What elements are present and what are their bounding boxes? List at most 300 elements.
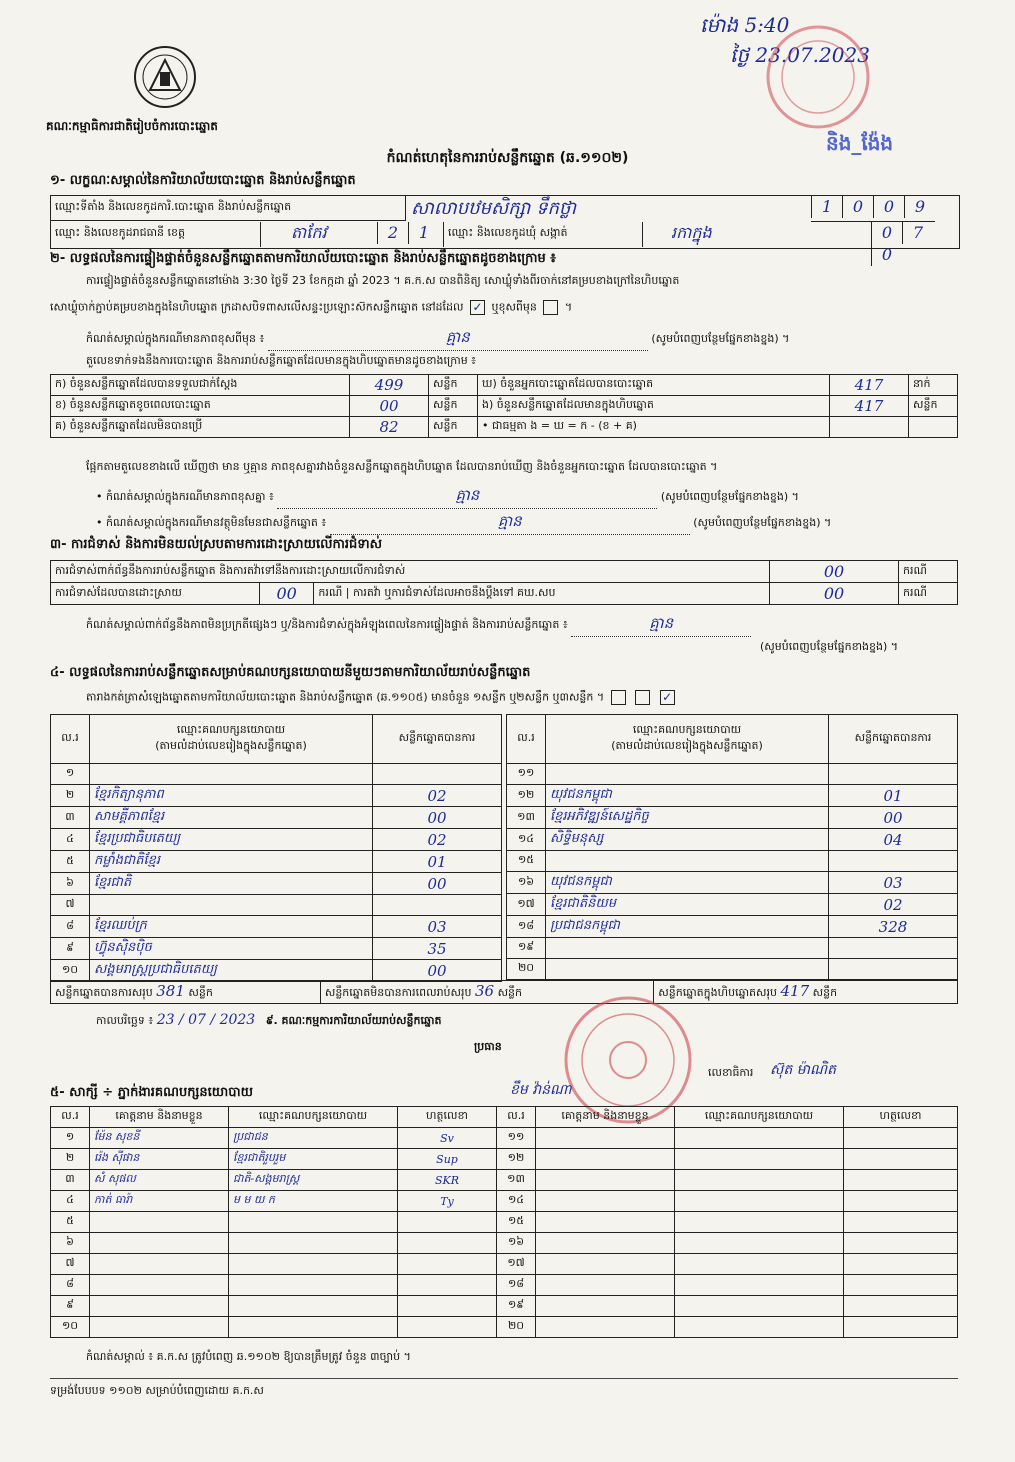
party-result-row bbox=[51, 764, 502, 785]
party-name: សង្គមរាស្ត្រប្រជាធិបតេយ្យ bbox=[90, 960, 373, 982]
witness-signature bbox=[844, 1275, 958, 1296]
s2-figure-row bbox=[51, 417, 958, 438]
party-votes: 02 bbox=[373, 785, 502, 807]
commission-name: គណៈកម្មាធិការជាតិរៀបចំការបោះឆ្នោត bbox=[46, 119, 218, 133]
witness-name: សំ សុផល bbox=[90, 1170, 229, 1191]
witness-party bbox=[675, 1233, 844, 1254]
s4-right-table bbox=[506, 714, 958, 980]
party-name: ប្រជាជនកម្ពុជា bbox=[546, 916, 829, 938]
witness-party bbox=[229, 1233, 398, 1254]
s3-row2-label2-text: ការតវ៉ា ឬការជំទាស់ដែលអាចនឹងប្ដឹងទៅ គឃ.សប bbox=[352, 585, 556, 599]
digit: 7 bbox=[902, 222, 933, 244]
witness-row bbox=[51, 1233, 958, 1254]
s2-left-label: ខ) ចំនួនសន្លឹកឆ្នោតខូចពេលបោះឆ្នោត bbox=[51, 396, 350, 417]
witness-no: ១៧ bbox=[497, 1254, 536, 1275]
s1-row2-value: តាកែវ bbox=[291, 223, 327, 242]
party-votes: 00 bbox=[373, 807, 502, 829]
witness-party bbox=[675, 1212, 844, 1233]
s2-left-value: 00 bbox=[350, 396, 429, 417]
party-votes bbox=[373, 764, 502, 785]
witness-signature bbox=[398, 1233, 497, 1254]
s2-right-label: • ជាធម្មតា ង = ឃ = ក - (ខ + គ) bbox=[478, 417, 830, 438]
witness-party: ជាតិ-សង្គមរាស្ត្រ bbox=[229, 1170, 398, 1191]
s2-figure-row bbox=[51, 375, 958, 396]
party-votes bbox=[829, 938, 958, 959]
s3-note-value: គ្មាន bbox=[571, 614, 751, 637]
party-votes: 00 bbox=[829, 807, 958, 829]
s4-col-party-title: ឈ្មោះគណបក្សនយោបាយ bbox=[176, 723, 286, 736]
party-name: ខ្មែរជាតិនិយម bbox=[546, 894, 829, 916]
party-votes bbox=[373, 895, 502, 916]
s2-left-value: 82 bbox=[350, 417, 429, 438]
witness-no: ២០ bbox=[497, 1317, 536, 1338]
witness-signature: Sv bbox=[398, 1128, 497, 1149]
official-stamp-top-icon bbox=[758, 22, 878, 132]
party-result-row bbox=[51, 938, 502, 960]
party-name: ហ៊្វុនស៊ិនប៉ិច bbox=[90, 938, 373, 960]
party-result-row bbox=[507, 764, 958, 785]
s2-left-label: ក) ចំនួនសន្លឹកឆ្នោតដែលបានទទួលជាក់ស្ដែង bbox=[51, 375, 350, 396]
s2-bullet2 bbox=[96, 512, 831, 535]
party-name bbox=[546, 764, 829, 785]
witness-name bbox=[90, 1275, 229, 1296]
s4-sum-box-value: 417 bbox=[780, 982, 810, 1000]
party-no: ៤ bbox=[51, 829, 90, 851]
witness-name bbox=[536, 1233, 675, 1254]
party-name: ខ្មែរប្រជាធិបតេយ្យ bbox=[90, 829, 373, 851]
president-name: ខឹម វ៉ាន់ណា bbox=[510, 1082, 572, 1098]
s4-left-table bbox=[50, 714, 502, 982]
two-sheet-checkbox[interactable] bbox=[635, 690, 650, 705]
witness-name bbox=[90, 1212, 229, 1233]
s4-intro bbox=[86, 690, 678, 707]
witness-signature bbox=[844, 1254, 958, 1275]
witness-signature bbox=[398, 1317, 497, 1338]
party-votes: 328 bbox=[829, 916, 958, 938]
s2-right-label: ង) ចំនួនសន្លឹកឆ្នោតដែលមានក្នុងហិបឆ្នោត bbox=[478, 396, 830, 417]
witness-name bbox=[536, 1212, 675, 1233]
section3-heading: ៣- ការជំទាស់ និងការមិនយល់ស្របតាមការដោះស្រាយលើការជំទាស់ bbox=[50, 537, 382, 552]
witness-no: ១៥ bbox=[497, 1212, 536, 1233]
s2-para3: តួលេខទាក់ទងនឹងការបោះឆ្នោត និងការរាប់សន្លឹកឆ្នោតដែលមានក្នុងហិបឆ្នោតមានដូចខាងក្រោម ៖ bbox=[86, 354, 477, 367]
s2-right-label: ឃ) ចំនួនអ្នកបោះឆ្នោតដែលបានបោះឆ្នោត bbox=[478, 375, 830, 396]
witness-name: កាត់ ធារ៉ា bbox=[90, 1191, 229, 1212]
s2-para4-text: ផ្អែកតាមតួលេខខាងលើ ឃើញថា មាន ឬគ្មាន ភាពខុសគ្នារវាងចំនួនសន្លឹកឆ្នោតក្នុងហិបឆ្នោត ដែលបានរាប់ឃើញ និងចំនួនអ្នកបោះឆ្នោត ដែលបានបោះឆ្នោត ។ bbox=[86, 460, 718, 473]
witness-party bbox=[675, 1254, 844, 1275]
party-votes: 00 bbox=[373, 960, 502, 982]
three-sheet-checkbox[interactable]: ✓ bbox=[660, 690, 675, 705]
s2-bullet1-hint: (សូមបំពេញបន្ថែមផ្នែកខាងខ្នង) ។ bbox=[660, 490, 799, 503]
s1-row2-label2: ឈ្មោះ និងលេខកូដឃុំ សង្កាត់ bbox=[443, 222, 643, 247]
s4-date bbox=[96, 1012, 441, 1030]
section5-heading: ៥- សាក្សី ÷ ភ្នាក់ងារគណបក្សនយោបាយ bbox=[50, 1085, 253, 1100]
s4-col-party bbox=[90, 715, 373, 764]
witness-name bbox=[90, 1317, 229, 1338]
party-no: ១៥ bbox=[507, 851, 546, 872]
party-votes: 00 bbox=[373, 873, 502, 895]
party-votes bbox=[829, 959, 958, 980]
party-no: ១៦ bbox=[507, 872, 546, 894]
witness-name bbox=[90, 1233, 229, 1254]
digit: 0 bbox=[842, 196, 873, 218]
party-no: ១០ bbox=[51, 960, 90, 982]
witness-no: ៨ bbox=[51, 1275, 90, 1296]
s2-left-label: គ) ចំនួនសន្លឹកឆ្នោតដែលមិនបានប្រើ bbox=[51, 417, 350, 438]
s4-sum-valid bbox=[51, 981, 321, 1004]
s1-row2-value2: រកាក្នុង bbox=[671, 223, 712, 242]
witness-signature bbox=[844, 1233, 958, 1254]
s4-unit: សន្លឹក bbox=[497, 986, 523, 999]
s4-sum-valid-label: សន្លឹកឆ្នោតបានការសរុប bbox=[55, 986, 153, 999]
party-result-row bbox=[51, 873, 502, 895]
party-result-row bbox=[51, 785, 502, 807]
party-result-row bbox=[507, 959, 958, 980]
party-result-row bbox=[507, 872, 958, 894]
s2-figure-row bbox=[51, 396, 958, 417]
s1-row1-digits bbox=[811, 196, 935, 222]
witness-party bbox=[229, 1254, 398, 1275]
party-name bbox=[90, 764, 373, 785]
s2-para4 bbox=[86, 460, 956, 476]
footer-divider bbox=[50, 1378, 958, 1379]
s5-col-no: ល.រ bbox=[497, 1107, 536, 1128]
party-name: ខ្មែរជាតិ bbox=[90, 873, 373, 895]
nec-emblem-icon bbox=[130, 42, 200, 112]
witness-name bbox=[536, 1254, 675, 1275]
party-result-row bbox=[51, 807, 502, 829]
witness-row bbox=[51, 1317, 958, 1338]
witness-name bbox=[90, 1254, 229, 1275]
handwritten-time: ម៉ោង 5:40 bbox=[700, 13, 790, 37]
s3-row1-label: ការជំទាស់ពាក់ព័ន្ធនឹងការរាប់សន្លឹកឆ្នោត និងការតវ៉ាទៅនឹងការដោះស្រាយលើការជំទាស់ bbox=[51, 561, 770, 583]
witness-row bbox=[51, 1149, 958, 1170]
witness-name: រ៉េង ស៊ីផាន bbox=[90, 1149, 229, 1170]
party-no: ៩ bbox=[51, 938, 90, 960]
s5-col-name: គោត្តនាម និងនាមខ្លួន bbox=[536, 1107, 675, 1128]
s5-col-party: ឈ្មោះគណបក្សនយោបាយ bbox=[675, 1107, 844, 1128]
party-result-row bbox=[507, 785, 958, 807]
s4-sum-valid-value: 381 bbox=[156, 982, 185, 1000]
s5-col-name: គោត្តនាម និងនាមខ្លួន bbox=[90, 1107, 229, 1128]
witness-signature bbox=[844, 1170, 958, 1191]
s4-col-no: ល.រ bbox=[507, 715, 546, 764]
s2-note-label: កំណត់សម្គាល់ក្នុងករណីមានភាពខុសពីមុន ៖ bbox=[86, 332, 265, 345]
s2-para2-text: សោឃ្លុំចាក់ភ្ជាប់គម្របខាងក្នុងនៃហិបឆ្នោត ក្រដាសបិទពាសលើសន្ទះប្រឡោះស៊កសន្លឹកឆ្នោត នៅដដែល bbox=[50, 300, 464, 314]
witness-party: ប្រជាជន bbox=[229, 1128, 398, 1149]
s4-sum-invalid-value: 36 bbox=[474, 982, 495, 1000]
section1-heading: ១- លក្ខណៈសម្គាល់នៃការិយាល័យបោះឆ្នោត និងរាប់សន្លឹកឆ្នោត bbox=[50, 173, 356, 188]
party-name bbox=[546, 938, 829, 959]
witness-name bbox=[536, 1128, 675, 1149]
witness-party bbox=[229, 1275, 398, 1296]
party-result-row bbox=[507, 938, 958, 959]
party-votes bbox=[829, 851, 958, 872]
party-result-row bbox=[51, 895, 502, 916]
s1-row2-label: ឈ្មោះ និងលេខកូដរាជធានី ខេត្ត bbox=[51, 222, 261, 247]
witness-signature: Sup bbox=[398, 1149, 497, 1170]
s2-note-hint: (សូមបំពេញបន្ថែមផ្នែកខាងខ្នង) ។ bbox=[651, 332, 790, 345]
s5-footnote: កំណត់សម្គាល់ ៖ គ.ក.ស ត្រូវបំពេញ ឆ.១១០២ ឱ្យបានត្រឹមត្រូវ ចំនួន ៣ច្បាប់ ។ bbox=[86, 1350, 411, 1363]
s3-row2-value2: 00 bbox=[770, 583, 899, 605]
party-result-row bbox=[507, 829, 958, 851]
s5-col-party: ឈ្មោះគណបក្សនយោបាយ bbox=[229, 1107, 398, 1128]
party-no: ១៨ bbox=[507, 916, 546, 938]
s5-table bbox=[50, 1106, 958, 1338]
s3-row2-label: ការជំទាស់ដែលបានដោះស្រាយ bbox=[51, 583, 260, 605]
s1-row1-value: សាលាបឋមសិក្សា ទឹកថ្លា bbox=[411, 198, 577, 219]
witness-name bbox=[536, 1191, 675, 1212]
s4-sum-box bbox=[654, 981, 958, 1004]
witness-name bbox=[536, 1317, 675, 1338]
s2-para1: ការផ្ទៀងផ្ទាត់ចំនួនសន្លឹកឆ្នោតនៅម៉ោង 3:30 ថ្ងៃទី 23 ខែកក្កដា ឆ្នាំ 2023 ។ គ.ក.ស បានពិនិត្យ សោឃ្លុំទាំងពីរចាក់នៅគម្របខាងក្រៅនៃហិបឆ្នោត bbox=[86, 274, 680, 287]
party-no: ១៤ bbox=[507, 829, 546, 851]
witness-no: ១៩ bbox=[497, 1296, 536, 1317]
s4-unit: សន្លឹក bbox=[812, 986, 838, 999]
s2-bullet1-value: គ្មាន bbox=[277, 486, 657, 509]
party-name bbox=[90, 895, 373, 916]
party-name: ខ្មែរកិត្យានុភាព bbox=[90, 785, 373, 807]
s3-row2-unit2: ករណី bbox=[899, 583, 958, 605]
one-sheet-checkbox[interactable] bbox=[611, 690, 626, 705]
s2-left-unit: សន្លឹក bbox=[429, 396, 478, 417]
party-result-row bbox=[507, 916, 958, 938]
digit: 1 bbox=[811, 196, 842, 218]
party-name: សាមគ្គីភាពខ្មែរ bbox=[90, 807, 373, 829]
s2-bullet2-label: • កំណត់សម្គាល់ក្នុងករណីមានវត្ថុមិនមែនជាសន្លឹកឆ្នោត ៖ bbox=[96, 516, 327, 529]
s2-right-value: 417 bbox=[830, 396, 909, 417]
witness-party bbox=[229, 1296, 398, 1317]
party-result-row bbox=[51, 851, 502, 873]
form-footer: ទម្រង់បែបបទ ១១០២ សម្រាប់បំពេញដោយ គ.ក.ស bbox=[50, 1384, 264, 1397]
witness-party bbox=[675, 1170, 844, 1191]
party-name: យុវជនកម្ពុជា bbox=[546, 785, 829, 807]
s1-row2-code bbox=[377, 222, 439, 244]
s2-left-unit: សន្លឹក bbox=[429, 417, 478, 438]
party-no: ៣ bbox=[51, 807, 90, 829]
s4-date-value: 23 / 07 / 2023 bbox=[156, 1012, 256, 1028]
witness-no: ២ bbox=[51, 1149, 90, 1170]
handwritten-date: ថ្ងៃ 23.07.2023 bbox=[730, 43, 870, 67]
party-name: ខ្មែរឈប់ក្រ bbox=[90, 916, 373, 938]
witness-signature bbox=[844, 1212, 958, 1233]
s2-right-unit: នាក់ bbox=[909, 375, 958, 396]
s4-intro-text: តារាងកត់ត្រាសំឡេងឆ្នោតតាមការិយាល័យបោះឆ្នោត និងរាប់សន្លឹកឆ្នោត (ឆ.១១០៥) មានចំនួន ១សន្លឹក ឬ២សន្លឹក ឬ៣សន្លឹក ។ bbox=[86, 690, 605, 704]
s3-row2-value: 00 bbox=[260, 583, 314, 605]
witness-row bbox=[51, 1275, 958, 1296]
s1-row2-digits2 bbox=[871, 222, 959, 266]
party-no: ១៧ bbox=[507, 894, 546, 916]
party-name: កម្លាំងជាតិខ្មែរ bbox=[90, 851, 373, 873]
s2-right-value bbox=[830, 417, 909, 438]
witness-row bbox=[51, 1212, 958, 1233]
s4-unit: សន្លឹក bbox=[188, 986, 213, 999]
witness-name bbox=[536, 1149, 675, 1170]
s4-totals bbox=[50, 980, 958, 1004]
party-name: សិទ្ធិមនុស្ស bbox=[546, 829, 829, 851]
party-no: ៥ bbox=[51, 851, 90, 873]
party-name: ខ្មែរអភិវឌ្ឍន៍សេដ្ឋកិច្ច bbox=[546, 807, 829, 829]
s5-col-no: ល.រ bbox=[51, 1107, 90, 1128]
witness-signature: Ty bbox=[398, 1191, 497, 1212]
party-name bbox=[546, 851, 829, 872]
party-result-row bbox=[51, 829, 502, 851]
blue-stamp: និង_ង៉ែង bbox=[826, 131, 894, 155]
s3-row2-label2: ករណី | ការតវ៉ា ឬការជំទាស់ដែលអាចនឹងប្ដឹងទៅ គឃ.សប bbox=[314, 583, 770, 605]
party-result-row bbox=[51, 916, 502, 938]
witness-party bbox=[675, 1191, 844, 1212]
s4-sum-invalid-label: សន្លឹកឆ្នោតមិនបានការពេលរាប់សរុប bbox=[324, 986, 472, 999]
party-votes: 04 bbox=[829, 829, 958, 851]
party-result-row bbox=[507, 894, 958, 916]
s2-right-unit bbox=[909, 417, 958, 438]
witness-signature bbox=[844, 1128, 958, 1149]
party-votes: 35 bbox=[373, 938, 502, 960]
witness-no: ១០ bbox=[51, 1317, 90, 1338]
party-name bbox=[546, 959, 829, 980]
s2-para2: សោឃ្លុំចាក់ភ្ជាប់គម្របខាងក្នុងនៃហិបឆ្នោត ក្រដាសបិទពាសលើសន្ទះប្រឡោះស៊កសន្លឹកឆ្នោត នៅដដែល ✓ ឬខុសពីមុន ។ bbox=[50, 300, 573, 314]
s4-col-no: ល.រ bbox=[51, 715, 90, 764]
changed-checkbox[interactable] bbox=[543, 300, 558, 315]
witness-signature bbox=[398, 1254, 497, 1275]
s4-committee-label: ៩. គណៈកម្មការការិយាល័យរាប់សន្លឹកឆ្នោត bbox=[265, 1014, 442, 1027]
witness-party bbox=[229, 1317, 398, 1338]
s2-left-value: 499 bbox=[350, 375, 429, 396]
same-checkbox[interactable]: ✓ bbox=[470, 300, 485, 315]
party-votes bbox=[829, 764, 958, 785]
witness-signature bbox=[844, 1317, 958, 1338]
s3-row1-unit: ករណី bbox=[899, 561, 958, 583]
witness-no: ៦ bbox=[51, 1233, 90, 1254]
s2-bullet1 bbox=[96, 486, 799, 509]
witness-no: ១៨ bbox=[497, 1275, 536, 1296]
party-no: ១៩ bbox=[507, 938, 546, 959]
s2-figures-table bbox=[50, 374, 958, 438]
party-result-row bbox=[507, 851, 958, 872]
party-votes: 02 bbox=[829, 894, 958, 916]
witness-party: ម ម យ ក bbox=[229, 1191, 398, 1212]
witness-no: ១៤ bbox=[497, 1191, 536, 1212]
witness-row bbox=[51, 1170, 958, 1191]
party-no: ៧ bbox=[51, 895, 90, 916]
s2-bullet2-hint: (សូមបំពេញបន្ថែមផ្នែកខាងខ្នង) ។ bbox=[693, 516, 832, 529]
s3-row1-value: 00 bbox=[770, 561, 899, 583]
witness-no: ៩ bbox=[51, 1296, 90, 1317]
s1-row1-label: ឈ្មោះទីតាំង និងលេខកូដការិ.បោះឆ្នោត និងរាប់សន្លឹកឆ្នោត bbox=[51, 196, 406, 221]
witness-no: ១២ bbox=[497, 1149, 536, 1170]
s4-sum-box-label: សន្លឹកឆ្នោតក្នុងហិបឆ្នោតសរុប bbox=[658, 986, 777, 999]
s5-col-sig: ហត្ថលេខា bbox=[398, 1107, 497, 1128]
party-no: ១៣ bbox=[507, 807, 546, 829]
witness-no: ១៦ bbox=[497, 1233, 536, 1254]
party-no: ២០ bbox=[507, 959, 546, 980]
party-no: ១២ bbox=[507, 785, 546, 807]
witness-signature bbox=[398, 1296, 497, 1317]
party-no: ១ bbox=[51, 764, 90, 785]
witness-no: ៣ bbox=[51, 1170, 90, 1191]
secretary-name: ស៊ុត ម៉ាណិត bbox=[770, 1062, 836, 1078]
digit: 0 bbox=[873, 196, 904, 218]
s4-col-votes: សន្លឹកឆ្នោតបានការ bbox=[829, 715, 958, 764]
party-votes: 01 bbox=[829, 785, 958, 807]
witness-no: ៥ bbox=[51, 1212, 90, 1233]
party-result-row bbox=[51, 960, 502, 982]
witness-signature bbox=[844, 1191, 958, 1212]
witness-row bbox=[51, 1296, 958, 1317]
s4-col-party-sub: (តាមលំដាប់លេខរៀងក្នុងសន្លឹកឆ្នោត) bbox=[611, 739, 763, 752]
witness-party bbox=[229, 1212, 398, 1233]
s2-bullet1-label: • កំណត់សម្គាល់ក្នុងករណីមានភាពខុសគ្នា ៖ bbox=[96, 490, 274, 503]
party-no: ១១ bbox=[507, 764, 546, 785]
s2-bullet2-value: គ្មាន bbox=[330, 512, 690, 535]
witness-signature bbox=[398, 1275, 497, 1296]
witness-no: ១ bbox=[51, 1128, 90, 1149]
witness-signature bbox=[398, 1212, 497, 1233]
witness-party bbox=[675, 1296, 844, 1317]
s4-date-label: កាលបរិច្ឆេទ ៖ bbox=[96, 1014, 154, 1027]
witness-signature bbox=[844, 1296, 958, 1317]
witness-row bbox=[51, 1191, 958, 1212]
s2-right-unit: សន្លឹក bbox=[909, 396, 958, 417]
party-votes: 03 bbox=[373, 916, 502, 938]
s4-col-votes: សន្លឹកឆ្នោតបានការ bbox=[373, 715, 502, 764]
witness-row bbox=[51, 1128, 958, 1149]
digit: 1 bbox=[408, 222, 439, 244]
form-title: កំណត់ហេតុនៃការរាប់សន្លឹកឆ្នោត (ឆ.១១០២) bbox=[386, 150, 629, 166]
s2-left-unit: សន្លឹក bbox=[429, 375, 478, 396]
party-no: ៦ bbox=[51, 873, 90, 895]
s2-note-value: គ្មាន bbox=[268, 328, 648, 351]
digit: 9 bbox=[904, 196, 935, 218]
s5-col-sig: ហត្ថលេខា bbox=[844, 1107, 958, 1128]
digit: 2 bbox=[377, 222, 408, 244]
party-name: យុវជនកម្ពុជា bbox=[546, 872, 829, 894]
s2-opt-changed-label: ឬខុសពីមុន bbox=[491, 300, 537, 314]
s3-note-label: កំណត់សម្គាល់ពាក់ព័ន្ធនឹងភាពមិនប្រក្រតីផ្សេងៗ ឬ/និងការជំទាស់ក្នុងអំឡុងពេលនៃការផ្ទៀងផ្ទាត់ និងការរាប់សន្លឹកឆ្នោត ៖ bbox=[86, 618, 568, 631]
s2-note bbox=[86, 328, 956, 351]
witness-party bbox=[675, 1149, 844, 1170]
president-label: ប្រធាន bbox=[474, 1040, 502, 1053]
section4-heading: ៤- លទ្ធផលនៃការរាប់សន្លឹកឆ្នោតសម្រាប់គណបក្សនយោបាយនីមួយៗតាមការិយាល័យរាប់សន្លឹកឆ្នោត bbox=[50, 665, 531, 680]
s4-col-party-sub: (តាមលំដាប់លេខរៀងក្នុងសន្លឹកឆ្នោត) bbox=[155, 739, 307, 752]
party-result-row bbox=[507, 807, 958, 829]
witness-name bbox=[536, 1170, 675, 1191]
s3-unit: ករណី bbox=[318, 585, 343, 599]
s2-right-value: 417 bbox=[830, 375, 909, 396]
party-no: ៨ bbox=[51, 916, 90, 938]
witness-no: ៧ bbox=[51, 1254, 90, 1275]
witness-no: ១៣ bbox=[497, 1170, 536, 1191]
witness-row bbox=[51, 1254, 958, 1275]
s3-table bbox=[50, 560, 958, 605]
witness-name bbox=[536, 1296, 675, 1317]
party-votes: 02 bbox=[373, 829, 502, 851]
s4-col-party bbox=[546, 715, 829, 764]
witness-party bbox=[675, 1128, 844, 1149]
witness-no: ១១ bbox=[497, 1128, 536, 1149]
party-votes: 03 bbox=[829, 872, 958, 894]
witness-party bbox=[675, 1317, 844, 1338]
digit: 0 bbox=[871, 222, 902, 244]
s3-hint: (សូមបំពេញបន្ថែមផ្នែកខាងខ្នង) ។ bbox=[760, 640, 899, 653]
witness-name bbox=[90, 1296, 229, 1317]
section2-heading: ២- លទ្ធផលនៃការផ្ទៀងផ្ទាត់ចំនួនសន្លឹកឆ្នោតតាមការិយាល័យបោះឆ្នោត និងរាប់សន្លឹកឆ្នោតដូចខាងក្រោម ៖ bbox=[50, 251, 556, 266]
digit: 0 bbox=[871, 244, 902, 266]
s4-col-party-title: ឈ្មោះគណបក្សនយោបាយ bbox=[632, 723, 742, 736]
witness-no: ៤ bbox=[51, 1191, 90, 1212]
witness-party: ខ្មែរជាតិរួបរួម bbox=[229, 1149, 398, 1170]
s3-note bbox=[86, 614, 956, 637]
party-votes: 01 bbox=[373, 851, 502, 873]
